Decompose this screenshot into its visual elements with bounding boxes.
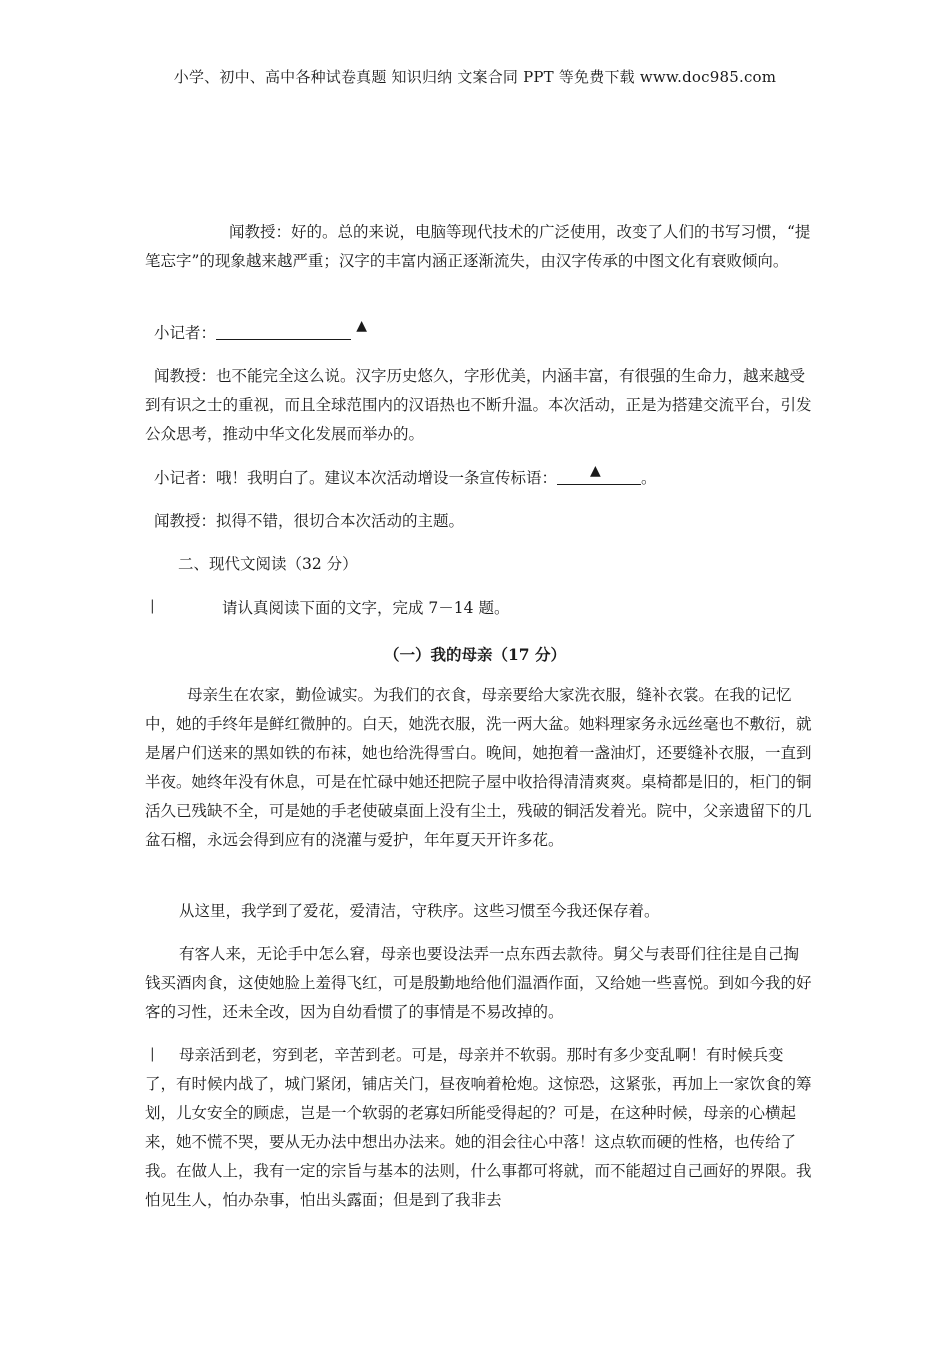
- question-line-1: [154, 318, 368, 348]
- reporter-label-1: 小记者：: [154, 324, 217, 342]
- margin-bar-1: |: [150, 598, 155, 614]
- paragraph-wen-2-text: 闻教授：也不能完全这么说。汉字历史悠久，字形优美，内涵丰富，有很强的生命力，越来越受到有识之士的重视，而且全球范围内的汉语热也不断升温。本次活动，正是为搭建交流平台，引发公众思考，推动中华文化发展而举办的。: [145, 367, 812, 443]
- answer-blank-2[interactable]: [557, 463, 641, 485]
- question-line-2: [154, 464, 657, 493]
- section-heading: 二、现代文阅读（32 分）: [178, 555, 358, 573]
- article-paragraph-4: [145, 1041, 813, 1215]
- article-paragraph-1: [145, 681, 813, 855]
- reading-instruction: 请认真阅读下面的文字，完成 7－14 题。: [222, 599, 510, 617]
- article-paragraph-2-text: 从这里，我学到了爱花，爱清洁，守秩序。这些习惯至今我还保存着。: [179, 902, 660, 920]
- paragraph-wen-1: [145, 218, 813, 276]
- page-header: 小学、初中、高中各种试卷真题 知识归纳 文案合同 PPT 等免费下载 www.doc985.com: [173, 68, 777, 86]
- triangle-marker-2: ▲: [590, 463, 601, 479]
- paragraph-wen-3: 闻教授：拟得不错，很切合本次活动的主题。: [154, 512, 465, 530]
- article-paragraph-3: [145, 940, 813, 1027]
- article-title: （一）我的母亲（17 分）: [384, 645, 566, 664]
- question-2-end: 。: [641, 469, 657, 487]
- margin-bar-2: |: [150, 1046, 155, 1062]
- article-paragraph-3-text: 有客人来，无论手中怎么窘，母亲也要设法弄一点东西去款待。舅父与表哥们往往是自己掏钱买酒肉食，这使她脸上羞得飞红，可是殷勤地给他们温酒作面，又给她一些喜悦。到如今我的好客的习性，还未全改，因为自幼看惯了的事情是不易改掉的。: [145, 945, 812, 1021]
- article-paragraph-4-text: 母亲活到老，穷到老，辛苦到老。可是，母亲并不软弱。那时有多少变乱啊！有时候兵变了，有时候内战了，城门紧闭，铺店关门，昼夜响着枪炮。这惊恐，这紧张，再加上一家饮食的筹划，儿女安全的顾虑，岂是一个软弱的老寡妇所能受得起的？可是，在这种时候，母亲的心横起来，她不慌不哭，要从无办法中想出办法来。她的泪会往心中落！这点软而硬的性格，也传给了我。在做人上，我有一定的宗旨与基本的法则，什么事都可将就，而不能超过自己画好的界限。我怕见生人，怕办杂事，怕出头露面；但是到了我非去: [145, 1046, 812, 1209]
- article-paragraph-1-text: 母亲生在农家，勤俭诚实。为我们的衣食，母亲要给大家洗衣服，缝补衣裳。在我的记忆中，她的手终年是鲜红微肿的。白天，她洗衣服，洗一两大盆。她料理家务永远丝毫也不敷衍，就是屠户们送来的黑如铁的布袜，她也给洗得雪白。晚间，她抱着一盏油灯，还要缝补衣服，一直到半夜。她终年没有休息，可是在忙碌中她还把院子屋中收拾得清清爽爽。桌椅都是旧的，柜门的铜活久已残缺不全，可是她的手老使破桌面上没有尘土，残破的铜活发着光。院中，父亲遗留下的几盆石榴，永远会得到应有的浇灌与爱护，年年夏天开许多花。: [145, 686, 812, 849]
- triangle-marker-1: ▲: [356, 318, 368, 334]
- paragraph-wen-1-text: 闻教授：好的。总的来说，电脑等现代技术的广泛使用，改变了人们的书写习惯，“提笔忘字”的现象越来越严重；汉字的丰富内涵正逐渐流失，由汉字传承的中图文化有衰败倾向。: [145, 223, 811, 270]
- paragraph-wen-2: [145, 362, 813, 449]
- reporter-label-2: 小记者：哦！我明白了。建议本次活动增设一条宣传标语：: [154, 469, 558, 487]
- article-paragraph-2: [145, 897, 813, 926]
- answer-blank-1[interactable]: [216, 318, 368, 340]
